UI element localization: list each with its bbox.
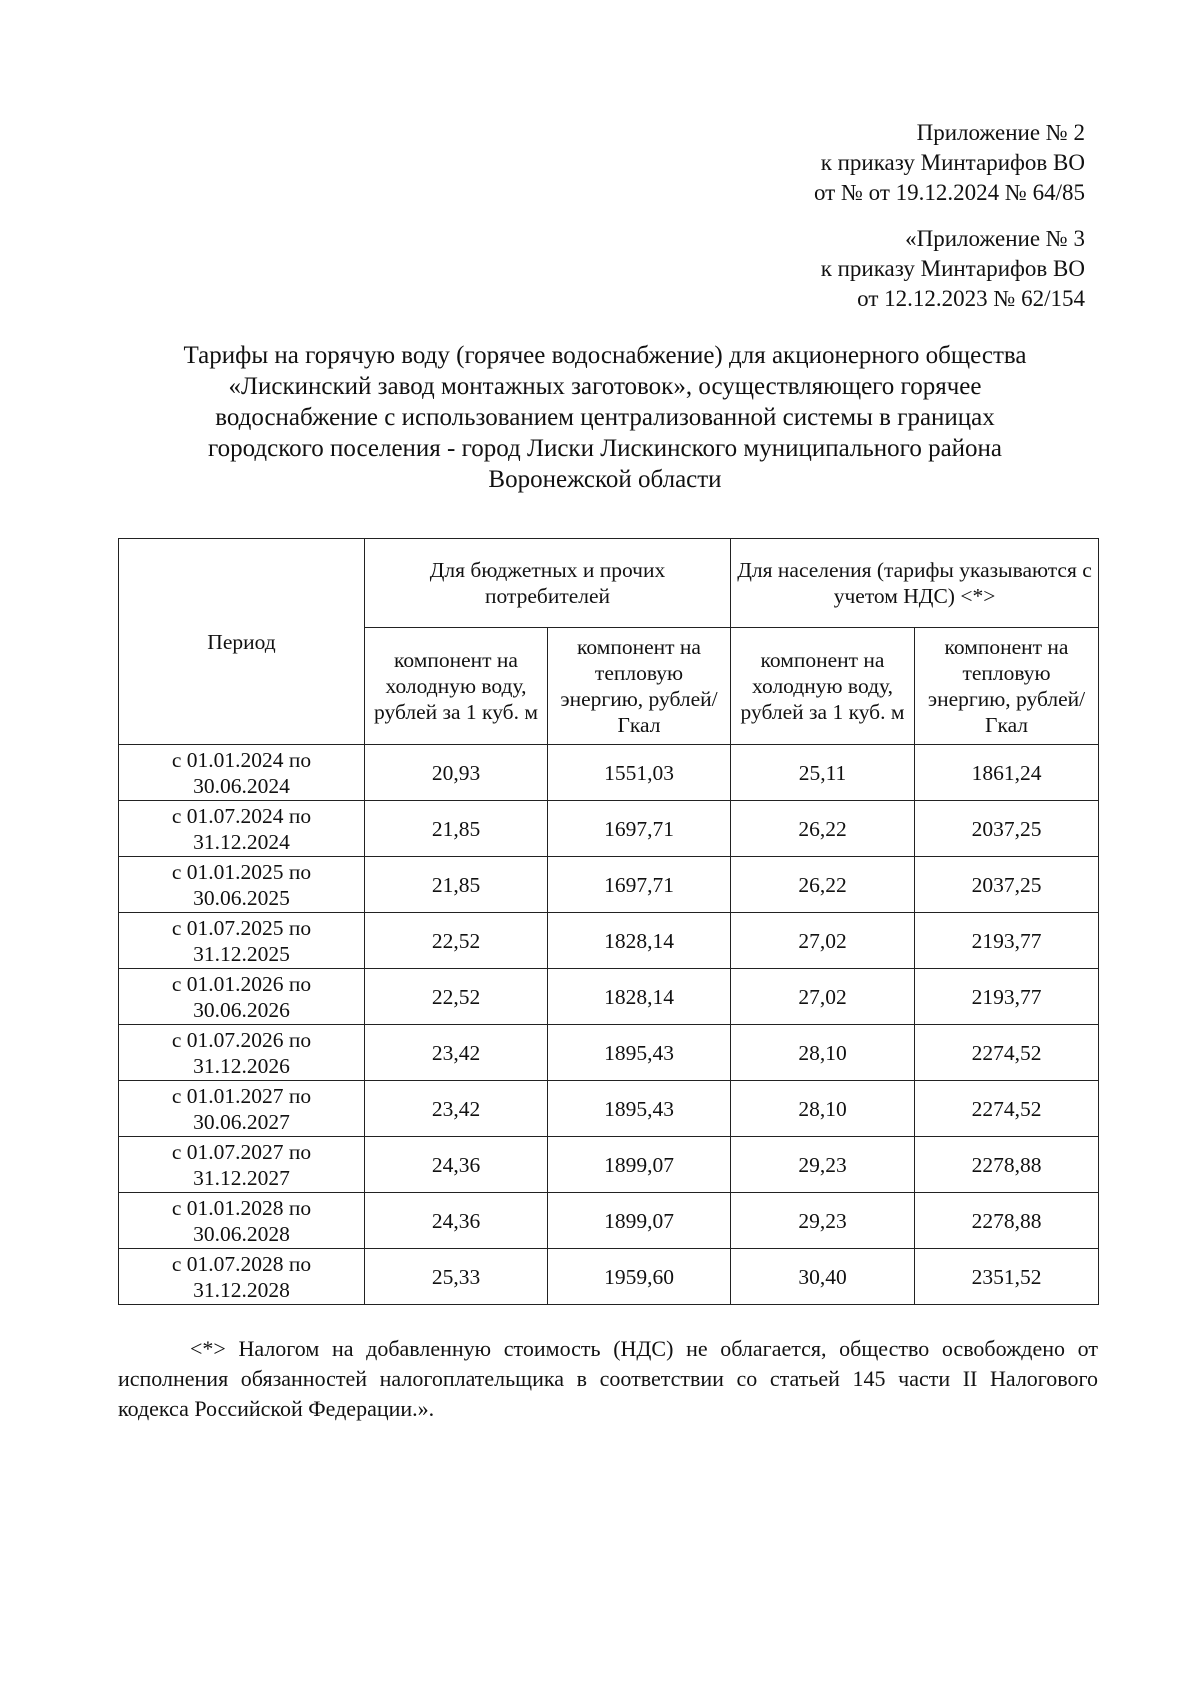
table-row xyxy=(119,1249,1099,1305)
population-heat-cell: 2274,52 xyxy=(915,1025,1099,1081)
budget-cold-cell: 22,52 xyxy=(365,969,548,1025)
population-cold-cell: 28,10 xyxy=(731,1025,915,1081)
period-cell: с 01.07.2026 по 31.12.2026 xyxy=(119,1025,365,1081)
table-row xyxy=(119,913,1099,969)
budget-cold-cell: 21,85 xyxy=(365,801,548,857)
tariff-table xyxy=(118,538,1099,1305)
table-row xyxy=(119,969,1099,1025)
population-heat-cell: 2037,25 xyxy=(915,857,1099,913)
table-row xyxy=(119,1025,1099,1081)
population-cold-cell: 29,23 xyxy=(731,1193,915,1249)
appendix-3-order: к приказу Минтарифов ВО xyxy=(820,256,1085,281)
appendix-3-reference xyxy=(821,224,1085,314)
population-heat-cell: 2274,52 xyxy=(915,1081,1099,1137)
period-cell: с 01.01.2027 по 30.06.2027 xyxy=(119,1081,365,1137)
title-line: «Лискинский завод монтажных заготовок», осуществляющего горячее xyxy=(228,373,982,400)
budget-cold-cell: 20,93 xyxy=(365,745,548,801)
table-row xyxy=(119,1137,1099,1193)
period-cell: с 01.01.2025 по 30.06.2025 xyxy=(119,857,365,913)
budget-cold-cell: 25,33 xyxy=(365,1249,548,1305)
budget-cold-header: компонент на холодную воду, рублей за 1 куб. м xyxy=(365,628,548,745)
budget-cold-cell: 24,36 xyxy=(365,1193,548,1249)
period-cell: с 01.07.2028 по 31.12.2028 xyxy=(119,1249,365,1305)
table-row xyxy=(119,1081,1099,1137)
appendix-2-reference xyxy=(814,118,1085,208)
budget-heat-cell: 1828,14 xyxy=(548,969,731,1025)
population-cold-cell: 26,22 xyxy=(731,801,915,857)
title-line: городского поселения - город Лиски Лискинского муниципального района xyxy=(207,435,1003,462)
budget-heat-cell: 1895,43 xyxy=(548,1081,731,1137)
period-cell: с 01.01.2026 по 30.06.2026 xyxy=(119,969,365,1025)
population-cold-cell: 27,02 xyxy=(731,913,915,969)
population-heat-cell: 2193,77 xyxy=(915,913,1099,969)
title-line: водоснабжение с использованием централизованной системы в границах xyxy=(215,404,995,431)
period-cell: с 01.07.2027 по 31.12.2027 xyxy=(119,1137,365,1193)
period-cell: с 01.01.2028 по 30.06.2028 xyxy=(119,1193,365,1249)
period-cell: с 01.01.2024 по 30.06.2024 xyxy=(119,745,365,801)
population-heat-header: компонент на тепловую энергию, рублей/Гкал xyxy=(915,628,1099,745)
population-cold-header: компонент на холодную воду, рублей за 1 куб. м xyxy=(731,628,915,745)
budget-heat-cell: 1899,07 xyxy=(548,1137,731,1193)
appendix-2-number: Приложение № 2 xyxy=(916,120,1085,145)
document-title xyxy=(110,340,1100,495)
budget-heat-header: компонент на тепловую энергию, рублей/Гкал xyxy=(548,628,731,745)
population-cold-cell: 30,40 xyxy=(731,1249,915,1305)
population-heat-cell: 2037,25 xyxy=(915,801,1099,857)
budget-heat-cell: 1899,07 xyxy=(548,1193,731,1249)
budget-heat-cell: 1697,71 xyxy=(548,801,731,857)
table-row xyxy=(119,857,1099,913)
budget-heat-cell: 1697,71 xyxy=(548,857,731,913)
appendix-3-date: от 12.12.2023 № 62/154 xyxy=(857,286,1085,311)
population-heat-cell: 2351,52 xyxy=(915,1249,1099,1305)
population-cold-cell: 26,22 xyxy=(731,857,915,913)
table-row xyxy=(119,1193,1099,1249)
footnote-text: <*> Налогом на добавленную стоимость (НДС) не облагается, общество освобождено от исполнения обязанностей налогоплательщика в соответствии со статьей 145 части II Налогового кодекса Российской Федерации.». xyxy=(118,1336,1098,1421)
appendix-3-number: «Приложение № 3 xyxy=(905,226,1085,251)
table-row xyxy=(119,801,1099,857)
population-heat-cell: 1861,24 xyxy=(915,745,1099,801)
period-header: Период xyxy=(119,539,365,745)
budget-cold-cell: 23,42 xyxy=(365,1081,548,1137)
population-group-header: Для населения (тарифы указываются с учетом НДС) <*> xyxy=(731,539,1099,628)
population-heat-cell: 2278,88 xyxy=(915,1193,1099,1249)
budget-heat-cell: 1959,60 xyxy=(548,1249,731,1305)
budget-group-header: Для бюджетных и прочих потребителей xyxy=(365,539,731,628)
appendix-2-order: к приказу Минтарифов ВО xyxy=(820,150,1085,175)
population-cold-cell: 28,10 xyxy=(731,1081,915,1137)
budget-heat-cell: 1828,14 xyxy=(548,913,731,969)
budget-cold-cell: 23,42 xyxy=(365,1025,548,1081)
period-cell: с 01.07.2024 по 31.12.2024 xyxy=(119,801,365,857)
vat-footnote xyxy=(118,1334,1098,1424)
budget-cold-cell: 21,85 xyxy=(365,857,548,913)
budget-cold-cell: 24,36 xyxy=(365,1137,548,1193)
table-row xyxy=(119,745,1099,801)
appendix-2-date: от № от 19.12.2024 № 64/85 xyxy=(813,180,1085,205)
population-cold-cell: 25,11 xyxy=(731,745,915,801)
population-cold-cell: 27,02 xyxy=(731,969,915,1025)
population-heat-cell: 2193,77 xyxy=(915,969,1099,1025)
population-heat-cell: 2278,88 xyxy=(915,1137,1099,1193)
budget-cold-cell: 22,52 xyxy=(365,913,548,969)
title-line: Тарифы на горячую воду (горячее водоснабжение) для акционерного общества xyxy=(183,342,1027,369)
title-line: Воронежской области xyxy=(488,466,722,493)
budget-heat-cell: 1895,43 xyxy=(548,1025,731,1081)
population-cold-cell: 29,23 xyxy=(731,1137,915,1193)
period-cell: с 01.07.2025 по 31.12.2025 xyxy=(119,913,365,969)
budget-heat-cell: 1551,03 xyxy=(548,745,731,801)
